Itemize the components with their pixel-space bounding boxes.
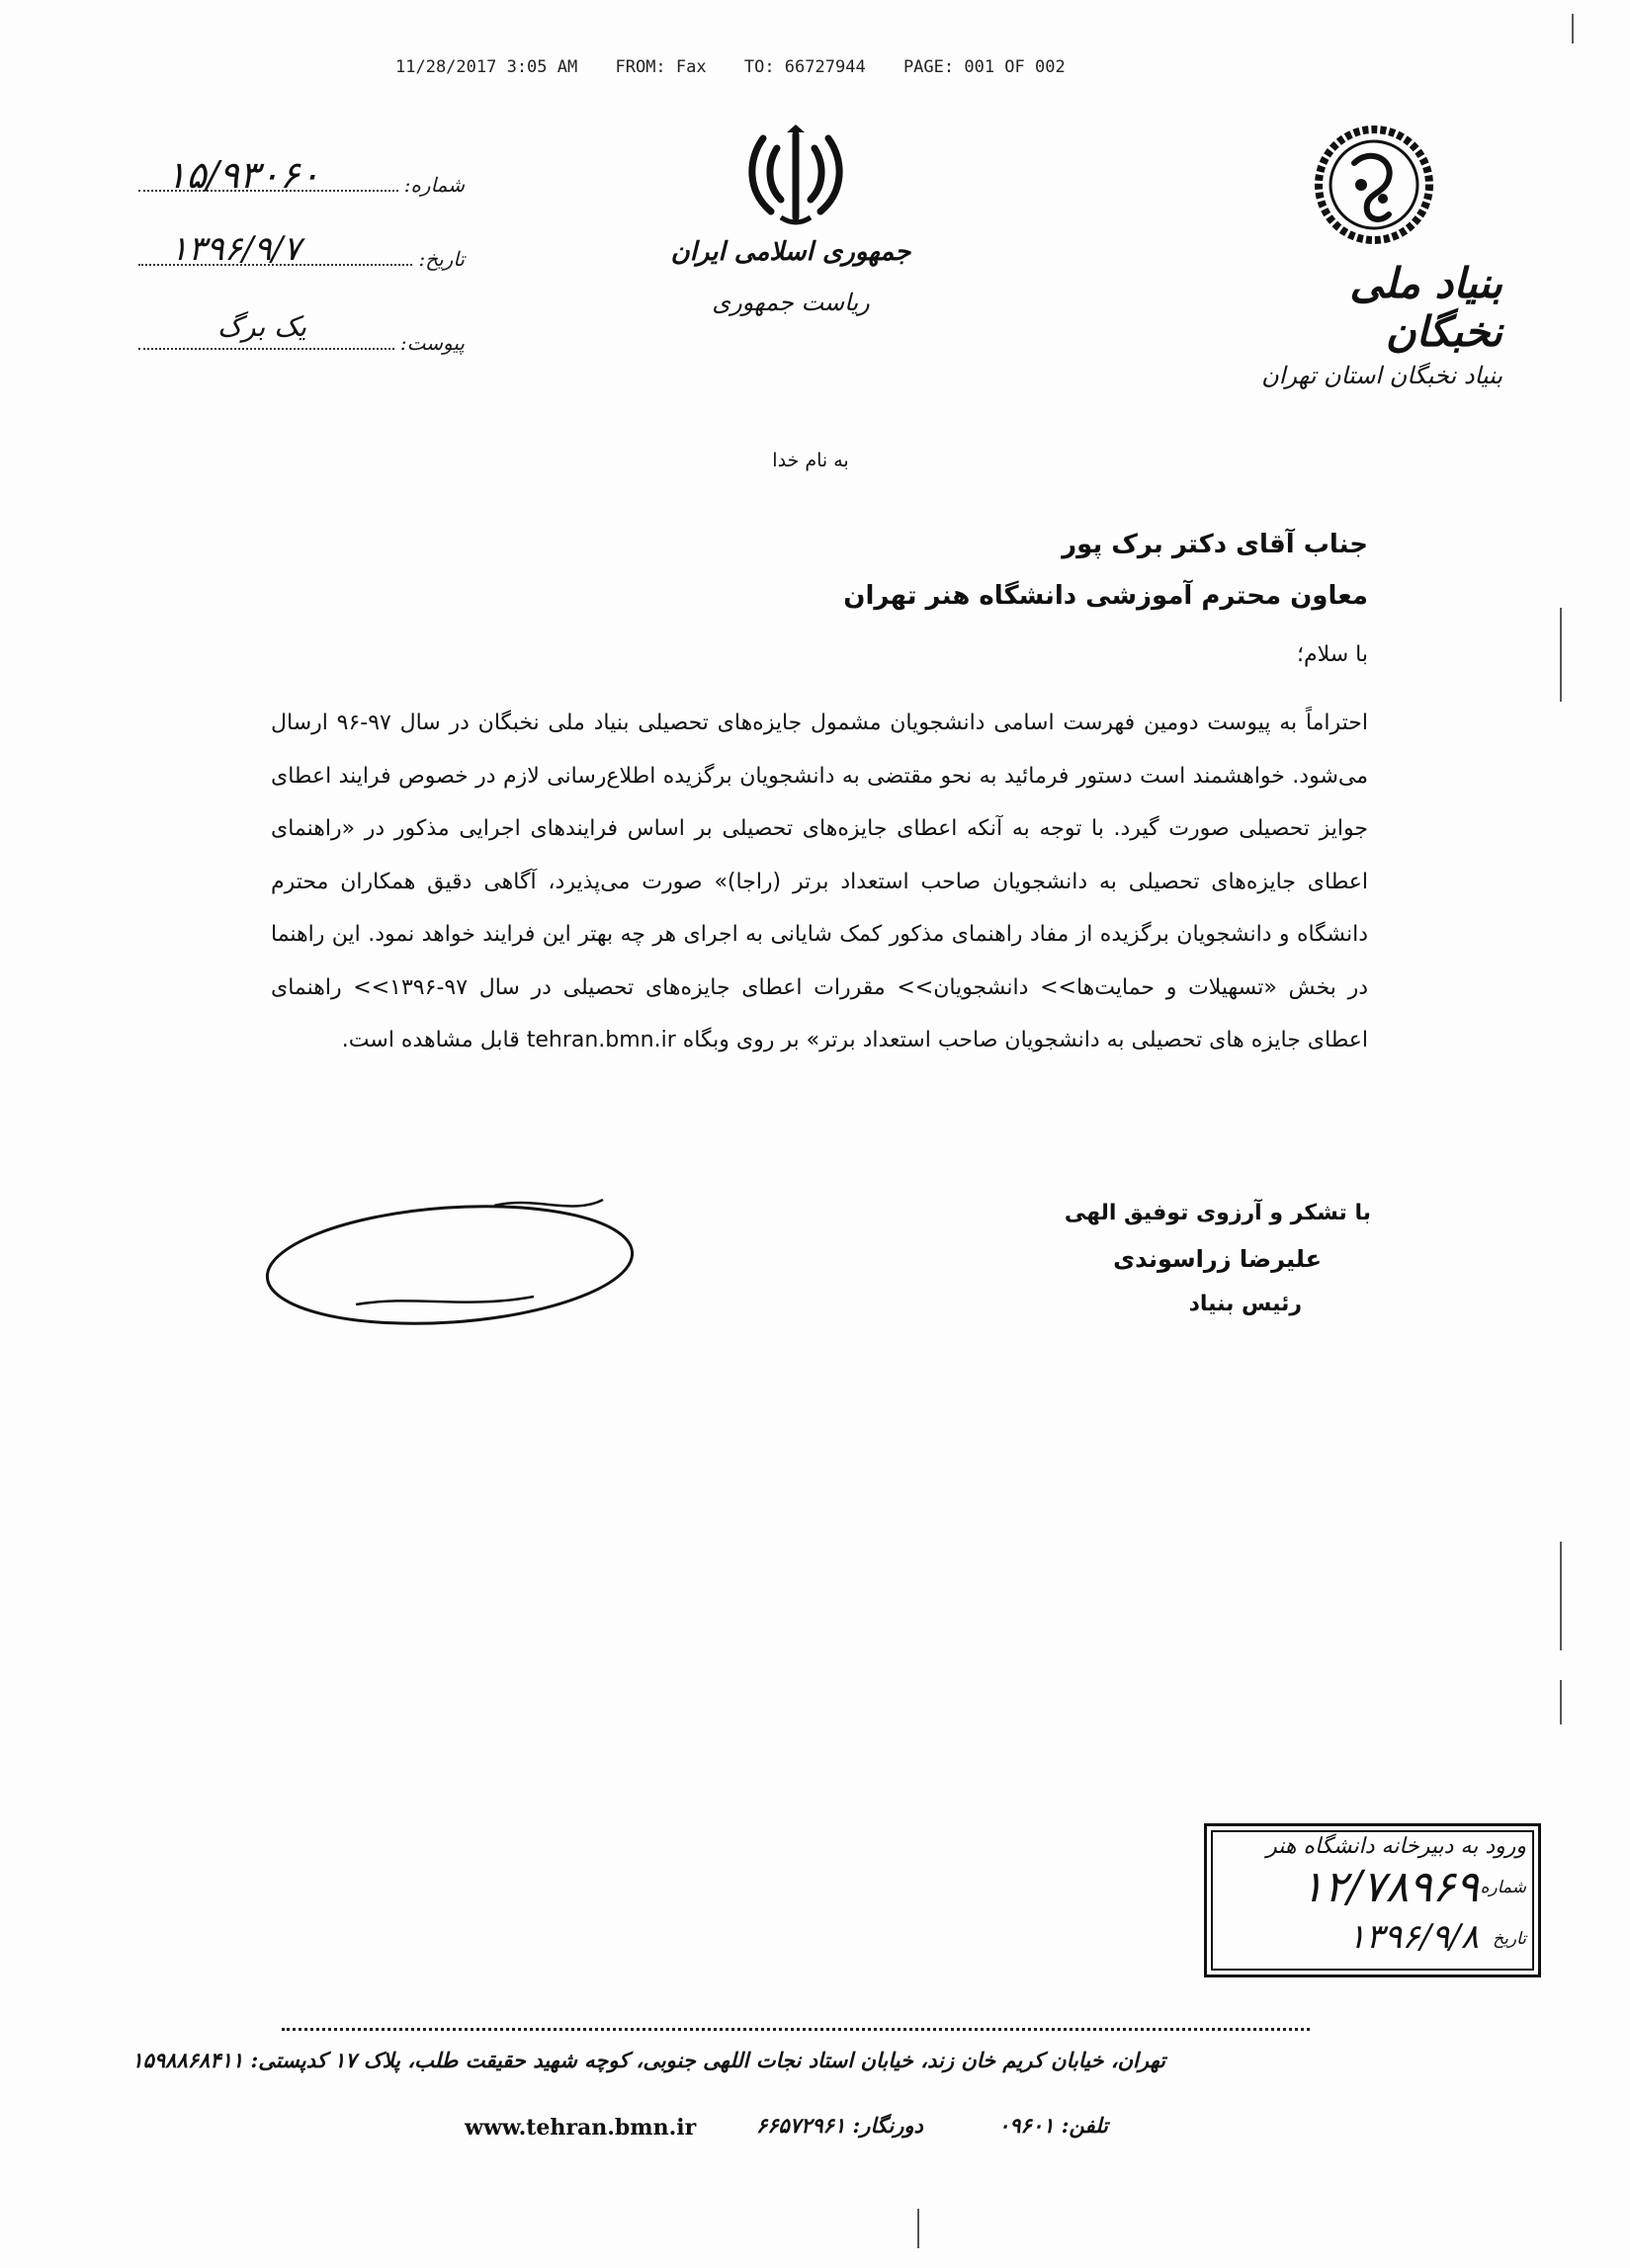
letter-body	[271, 697, 1368, 1067]
greeting: با سلام؛	[1297, 642, 1368, 667]
fax-from: FROM: Fax	[615, 57, 707, 77]
signer-name: علیرضا زراسوندی	[1113, 1245, 1322, 1273]
government-line-1: جمهوری اسلامی ایران	[670, 237, 911, 267]
fax-header	[395, 57, 1285, 77]
government-letterhead	[652, 237, 929, 316]
footer-website: www.tehran.bmn.ir	[465, 2115, 697, 2141]
body-paragraph: احتراماً به پیوست دومین فهرست اسامی دانشجویان مشمول جایزه‌های تحصیلی بنیاد ملی نخبگان در سال ۹۷-۹۶ ارسال می‌شود. خواهشمند است دستور فرمائید به نحو مقتضی به دانشجویان برگزیده اطلاع‌رسانی لازم در خصوص فرایند اعطای جوایز تحصیلی صورت گیرد. با توجه به آنکه اعطای جایزه‌های تحصیلی بر اساس فرایندهای اجرایی مذکور در «راهنمای اعطای جایزه‌های تحصیلی به دانشجویان صاحب استعداد برتر (راجا)» صورت می‌پذیرد، آگاهی دقیق همکاران محترم دانشگاه و دانشجویان برگزیده از مفاد راهنمای مذکور کمک شایانی به اجرای هر چه بهتر این فرایند خواهد نمود. این راهنما در بخش «تسهیلات و حمایت‌ها>> دانشجویان>> مقررات اعطای جایزه‌های تحصیلی در سال ۹۷-۱۳۹۶>> راهنمای اعطای جایزه های تحصیلی به دانشجویان صاحب استعداد برتر» بر روی وبگاه tehran.bmn.ir قابل مشاهده است.	[271, 711, 1368, 1052]
stamp-date-label: تاریخ	[1493, 1929, 1526, 1949]
signature-block	[778, 1191, 1371, 1327]
recipient-title: معاون محترم آموزشی دانشگاه هنر تهران	[843, 581, 1368, 611]
letter-attachment-value: یک برگ	[217, 310, 307, 343]
foundation-name: بنیاد ملی نخبگان	[1349, 259, 1502, 356]
dotted-line	[138, 348, 394, 350]
foundation-letterhead	[1245, 259, 1502, 389]
fax-datetime: 11/28/2017 3:05 AM	[395, 57, 578, 77]
footer-divider	[282, 2028, 1310, 2031]
fax-to: TO: 66727944	[743, 57, 866, 77]
handwritten-signature-icon	[237, 1186, 652, 1344]
iran-emblem-icon	[741, 121, 850, 229]
letter-date-label: تاریخ:	[418, 247, 465, 271]
stamp-number-label: شماره	[1480, 1878, 1526, 1897]
letter-number-label: شماره:	[403, 173, 465, 197]
government-line-2: ریاست جمهوری	[712, 289, 870, 316]
footer-address: تهران، خیابان کریم خان زند، خیابان استاد نجات اللهی جنوبی، کوچه شهید حقیقت طلب، پلاک ۱۷ کدپستی: ۱۵۹۸۸۶۸۴۱۱	[131, 2048, 1165, 2072]
closing-line: با تشکر و آرزوی توفیق الهی	[1064, 1201, 1371, 1225]
stamp-number-value: ۱۲/۷۸۹۶۹	[1300, 1862, 1479, 1912]
signer-title: رئیس بنیاد	[1188, 1292, 1302, 1316]
scan-margin-mark	[1560, 1542, 1562, 1650]
foundation-seal-icon	[1310, 124, 1438, 247]
scan-margin-mark	[1572, 14, 1574, 43]
stamp-date-value: ۱۳۹۶/۹/۸	[1347, 1917, 1479, 1957]
receipt-stamp	[1204, 1823, 1541, 1977]
letter-date-value: ۱۳۹۶/۹/۷	[170, 229, 301, 269]
fax-page: PAGE: 001 OF 002	[902, 57, 1066, 77]
recipient-name: جناب آقای دکتر برک پور	[1062, 530, 1368, 559]
scan-margin-mark	[1560, 608, 1562, 702]
recipient-block	[577, 519, 1368, 622]
letter-number-value: ۱۵/۹۳۰۶۰	[166, 153, 320, 197]
invocation: به نام خدا	[772, 450, 849, 471]
scan-margin-mark	[917, 2209, 919, 2248]
letter-attachment-label: پیوست:	[399, 331, 465, 355]
stamp-title: ورود به دبیرخانه دانشگاه هنر	[1266, 1834, 1526, 1859]
foundation-subtitle: بنیاد نخبگان استان تهران	[1261, 362, 1502, 389]
scan-margin-mark	[1560, 1680, 1562, 1724]
footer-phone: تلفن: ۰۹۶۰۱	[998, 2113, 1108, 2138]
footer-fax: دورنگار: ۶۶۵۷۲۹۶۱	[756, 2113, 923, 2138]
